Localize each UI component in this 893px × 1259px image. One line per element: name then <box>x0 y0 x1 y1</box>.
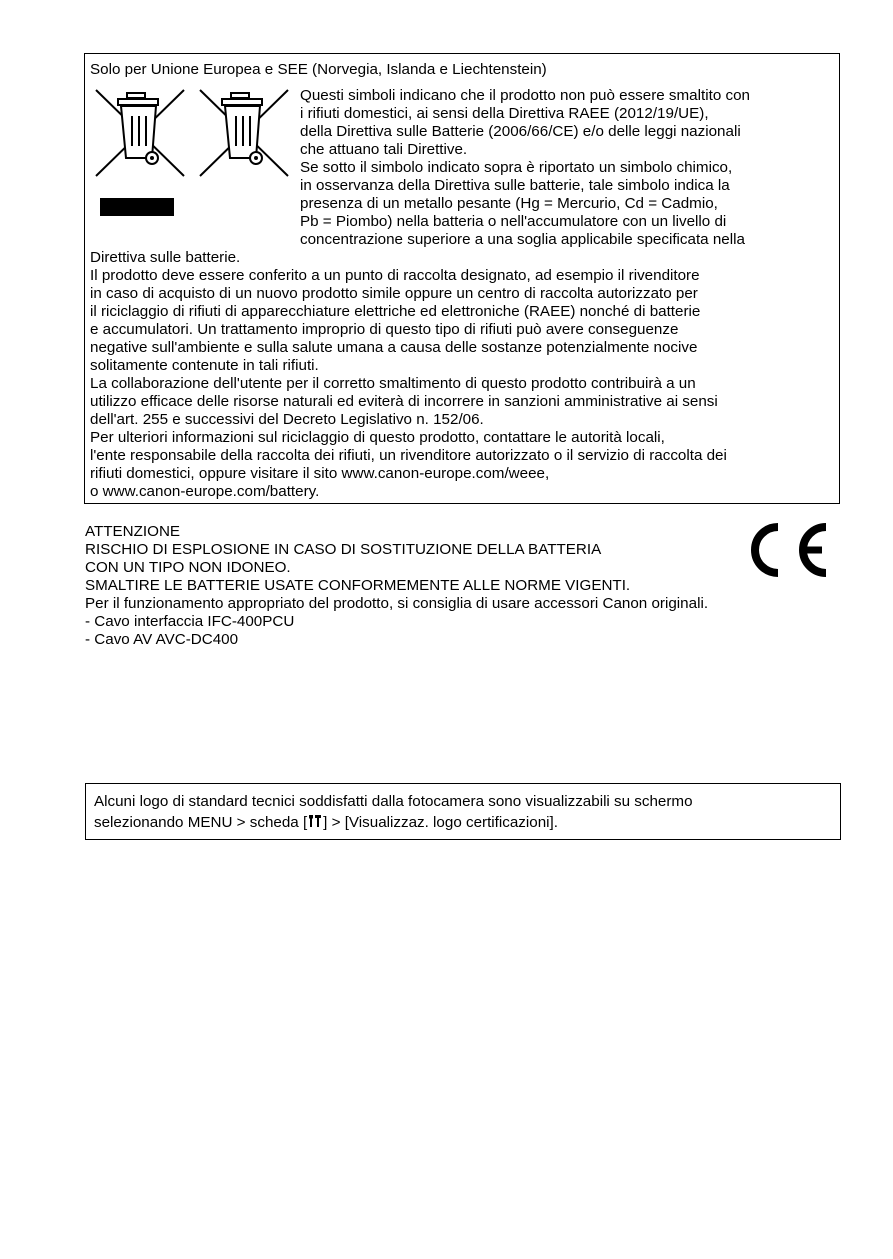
cert-text: selezionando MENU > scheda [ <box>94 814 308 831</box>
crossed-wheelie-bin-icon <box>94 88 186 178</box>
crossed-wheelie-bin-icon <box>198 88 290 178</box>
ce-mark-icon <box>738 521 830 579</box>
cert-text: ] > [Visualizzaz. logo certificazioni]. <box>323 814 558 831</box>
weee-text-line: rifiuti domestici, oppure visitare il sito www.canon-europe.com/weee, <box>90 465 550 482</box>
weee-text-line: Se sotto il simbolo indicato sopra è riportato un simbolo chimico, <box>300 159 733 176</box>
warning-line: CON UN TIPO NON IDONEO. <box>85 559 291 576</box>
weee-black-bar <box>100 198 174 216</box>
weee-text-line: della Direttiva sulle Batterie (2006/66/CE) e/o delle leggi nazionali <box>300 123 741 140</box>
weee-text-line: Per ulteriori informazioni sul riciclaggio di questo prodotto, contattare le autorità locali, <box>90 429 665 446</box>
weee-text-line: Direttiva sulle batterie. <box>90 249 241 266</box>
weee-text-line: e accumulatori. Un trattamento improprio di questo tipo di rifiuti può avere conseguenze <box>90 321 679 338</box>
accessory-item: - Cavo interfaccia IFC-400PCU <box>85 613 295 630</box>
weee-notice-box <box>84 53 840 504</box>
weee-text-line: concentrazione superiore a una soglia applicabile specificata nella <box>300 231 745 248</box>
weee-text-line: che attuano tali Direttive. <box>300 141 468 158</box>
certification-logo-note <box>85 783 841 840</box>
accessory-item: - Cavo AV AVC-DC400 <box>85 631 239 648</box>
weee-text-line: in osservanza della Direttiva sulle batterie, tale simbolo indica la <box>300 177 730 194</box>
weee-text-line: in caso di acquisto di un nuovo prodotto simile oppure un centro di raccolta autorizzato per <box>90 285 698 302</box>
weee-title: Solo per Unione Europea e SEE (Norvegia, Islanda e Liechtenstein) <box>90 61 547 78</box>
warning-line: RISCHIO DI ESPLOSIONE IN CASO DI SOSTITUZIONE DELLA BATTERIA <box>85 541 602 558</box>
weee-text-line: l'ente responsabile della raccolta dei rifiuti, un rivenditore autorizzato o il servizio di raccolta dei <box>90 447 727 464</box>
weee-text-line: Pb = Piombo) nella batteria o nell'accumulatore con un livello di <box>300 213 727 230</box>
weee-text-line: o www.canon-europe.com/battery. <box>90 483 320 500</box>
weee-text-line: La collaborazione dell'utente per il corretto smaltimento di questo prodotto contribuirà a un <box>90 375 696 392</box>
weee-text-line: dell'art. 255 e successivi del Decreto Legislativo n. 152/06. <box>90 411 484 428</box>
tools-icon <box>307 814 323 828</box>
weee-text-line: solitamente contenute in tali rifiuti. <box>90 357 319 374</box>
weee-text-line: Il prodotto deve essere conferito a un punto di raccolta designato, ad esempio il rivenditore <box>90 267 700 284</box>
cert-line <box>94 814 558 831</box>
warning-line: SMALTIRE LE BATTERIE USATE CONFORMEMENTE ALLE NORME VIGENTI. <box>85 577 631 594</box>
accessory-note: Per il funzionamento appropriato del prodotto, si consiglia di usare accessori Canon originali. <box>85 595 709 612</box>
warning-heading: ATTENZIONE <box>85 523 181 540</box>
weee-text-line: utilizzo efficace delle risorse naturali ed eviterà di incorrere in sanzioni amministrative ai sensi <box>90 393 718 410</box>
cert-line: Alcuni logo di standard tecnici soddisfatti dalla fotocamera sono visualizzabili su schermo <box>94 793 693 810</box>
weee-text-line: Questi simboli indicano che il prodotto non può essere smaltito con <box>300 87 750 104</box>
weee-text-line: i rifiuti domestici, ai sensi della Direttiva RAEE (2012/19/UE), <box>300 105 709 122</box>
weee-text-line: negative sull'ambiente e sulla salute umana a causa delle sostanze potenzialmente nocive <box>90 339 698 356</box>
weee-text-line: presenza di un metallo pesante (Hg = Mercurio, Cd = Cadmio, <box>300 195 718 212</box>
weee-text-line: il riciclaggio di rifiuti di apparecchiature elettriche ed elettroniche (RAEE) nonché di batterie <box>90 303 701 320</box>
